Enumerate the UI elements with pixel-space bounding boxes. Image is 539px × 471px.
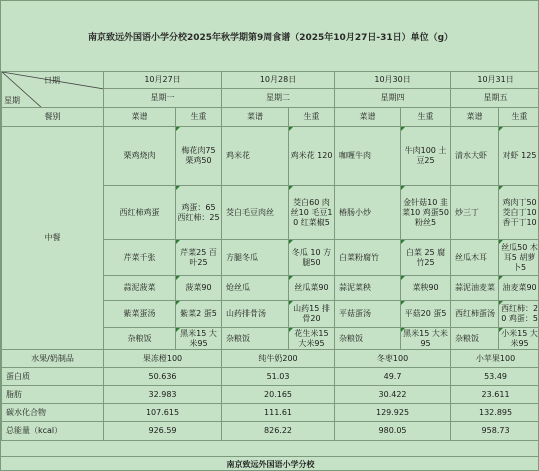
raw-header: 生重 bbox=[289, 108, 335, 127]
energy-cell: 926.59 bbox=[104, 422, 222, 441]
energy-cell: 958.73 bbox=[451, 422, 539, 441]
dish-cell: 鸡米花 bbox=[222, 127, 289, 186]
energy-row bbox=[2, 422, 539, 441]
raw-header: 生重 bbox=[401, 108, 451, 127]
dish-cell: 杂粮饭 bbox=[335, 328, 401, 350]
dish-header: 菜谱 bbox=[104, 108, 176, 127]
fat-label: 脂肪 bbox=[2, 386, 104, 404]
dish-cell: 咖喱牛肉 bbox=[335, 127, 401, 186]
dish-header: 菜谱 bbox=[335, 108, 401, 127]
dish-cell: 芹菜千张 bbox=[104, 240, 176, 276]
dish-cell: 炒三丁 bbox=[451, 186, 499, 240]
raw-cell: 白菜 25 腐竹25 bbox=[401, 240, 451, 276]
lunch-label: 中餐 bbox=[2, 127, 104, 350]
dish-cell: 杂粮饭 bbox=[451, 328, 499, 350]
date-cell: 10月30日 bbox=[335, 72, 451, 89]
weekday-cell: 星期五 bbox=[451, 89, 539, 108]
raw-cell: 平菇20 蛋5 bbox=[401, 301, 451, 328]
energy-cell: 826.22 bbox=[222, 422, 335, 441]
raw-cell: 丝瓜50 木耳5 胡萝卜5 bbox=[499, 240, 539, 276]
fruit-cell: 纯牛奶200 bbox=[222, 350, 335, 368]
raw-cell: 对虾 125 bbox=[499, 127, 539, 186]
carbs-cell: 107.615 bbox=[104, 404, 222, 422]
fat-cell: 20.165 bbox=[222, 386, 335, 404]
date-label: 日期 bbox=[44, 76, 60, 85]
weekday-cell: 星期四 bbox=[335, 89, 451, 108]
protein-row bbox=[2, 368, 539, 386]
raw-cell: 金针菇10 韭菜10 鸡蛋50 粉丝5 bbox=[401, 186, 451, 240]
carbs-label: 碳水化合物 bbox=[2, 404, 104, 422]
carbs-cell: 132.895 bbox=[451, 404, 539, 422]
fruit-row bbox=[2, 350, 539, 368]
protein-label: 蛋白质 bbox=[2, 368, 104, 386]
raw-cell: 鸡蛋：65 西红柿：25 bbox=[176, 186, 222, 240]
dish-cell: 西红柿蛋汤 bbox=[451, 301, 499, 328]
page-title: 南京致远外国语小学分校2025年秋学期第9周食谱（2025年10月27日-31日）单位（g） bbox=[87, 32, 454, 43]
raw-cell: 小米15 大米95 bbox=[499, 328, 539, 350]
dish-cell: 蒜泥菠菜 bbox=[104, 276, 176, 301]
raw-cell: 丝瓜菜90 bbox=[289, 276, 335, 301]
protein-cell: 51.03 bbox=[222, 368, 335, 386]
raw-cell: 紫菜2 蛋5 bbox=[176, 301, 222, 328]
dish-cell: 椿肠小炒 bbox=[335, 186, 401, 240]
carbs-cell: 129.925 bbox=[335, 404, 451, 422]
carbs-cell: 111.61 bbox=[222, 404, 335, 422]
fat-cell: 23.611 bbox=[451, 386, 539, 404]
weekday-cell: 星期一 bbox=[104, 89, 222, 108]
raw-cell: 鸡肉丁50 茭白丁10 香干丁10 bbox=[499, 186, 539, 240]
raw-cell: 菠菜90 bbox=[176, 276, 222, 301]
raw-cell: 牛肉100 土豆25 bbox=[401, 127, 451, 186]
dish-cell: 白菜粉腐竹 bbox=[335, 240, 401, 276]
menu-table bbox=[1, 71, 539, 441]
lunch-row bbox=[2, 127, 539, 186]
dish-cell: 杂粮饭 bbox=[104, 328, 176, 350]
dish-cell: 平菇蛋汤 bbox=[335, 301, 401, 328]
weekday-cell: 星期二 bbox=[222, 89, 335, 108]
raw-header: 生重 bbox=[499, 108, 539, 127]
fat-row bbox=[2, 386, 539, 404]
category-row bbox=[2, 108, 539, 127]
date-cell: 10月27日 bbox=[104, 72, 222, 89]
dish-header: 菜谱 bbox=[222, 108, 289, 127]
fat-cell: 32.983 bbox=[104, 386, 222, 404]
dish-cell: 紫菜蛋汤 bbox=[104, 301, 176, 328]
dish-cell: 蒜泥油麦菜 bbox=[451, 276, 499, 301]
energy-label: 总能量（kcal） bbox=[2, 422, 104, 441]
raw-cell: 油麦菜90 bbox=[499, 276, 539, 301]
dish-cell: 西红柿鸡蛋 bbox=[104, 186, 176, 240]
date-row bbox=[2, 72, 539, 89]
raw-cell: 山药15 排骨20 bbox=[289, 301, 335, 328]
footer-school-name: 南京致远外国语小学分校 bbox=[1, 456, 539, 471]
fruit-cell: 果冻橙100 bbox=[104, 350, 222, 368]
raw-header: 生重 bbox=[176, 108, 222, 127]
energy-cell: 980.05 bbox=[335, 422, 451, 441]
dish-cell: 蒜泥菜秧 bbox=[335, 276, 401, 301]
dish-cell: 茭白毛豆肉丝 bbox=[222, 186, 289, 240]
dish-header: 菜谱 bbox=[451, 108, 499, 127]
raw-cell: 黑米15 大米95 bbox=[176, 328, 222, 350]
raw-cell: 梅花肉75 栗鸡50 bbox=[176, 127, 222, 186]
raw-cell: 茭白60 肉丝10 毛豆10 红菜椒5 bbox=[289, 186, 335, 240]
dish-cell: 杂粮饭 bbox=[222, 328, 289, 350]
dish-cell: 清水大虾 bbox=[451, 127, 499, 186]
corner-cell bbox=[2, 72, 104, 108]
dish-cell: 山药排骨汤 bbox=[222, 301, 289, 328]
dish-cell: 方腿冬瓜 bbox=[222, 240, 289, 276]
raw-cell: 西红柿：20 鸡蛋：5 bbox=[499, 301, 539, 328]
dish-cell: 栗鸡烧肉 bbox=[104, 127, 176, 186]
raw-cell: 黑米15 大米95 bbox=[401, 328, 451, 350]
raw-cell: 冬瓜 10 方腿50 bbox=[289, 240, 335, 276]
protein-cell: 50.636 bbox=[104, 368, 222, 386]
raw-cell: 芹菜25 百叶25 bbox=[176, 240, 222, 276]
carbs-row bbox=[2, 404, 539, 422]
protein-cell: 53.49 bbox=[451, 368, 539, 386]
fat-cell: 30.422 bbox=[335, 386, 451, 404]
dish-cell: 炝丝瓜 bbox=[222, 276, 289, 301]
protein-cell: 49.7 bbox=[335, 368, 451, 386]
raw-cell: 鸡米花 120 bbox=[289, 127, 335, 186]
fruit-cell: 小苹果100 bbox=[451, 350, 539, 368]
raw-cell: 花生米15 大米95 bbox=[289, 328, 335, 350]
category-label: 餐别 bbox=[2, 108, 104, 127]
weekday-label: 星期 bbox=[4, 96, 20, 105]
raw-cell: 菜秧90 bbox=[401, 276, 451, 301]
date-cell: 10月28日 bbox=[222, 72, 335, 89]
date-cell: 10月31日 bbox=[451, 72, 539, 89]
fruit-label: 水果/奶制品 bbox=[2, 350, 104, 368]
fruit-cell: 冬枣100 bbox=[335, 350, 451, 368]
dish-cell: 丝瓜木耳 bbox=[451, 240, 499, 276]
